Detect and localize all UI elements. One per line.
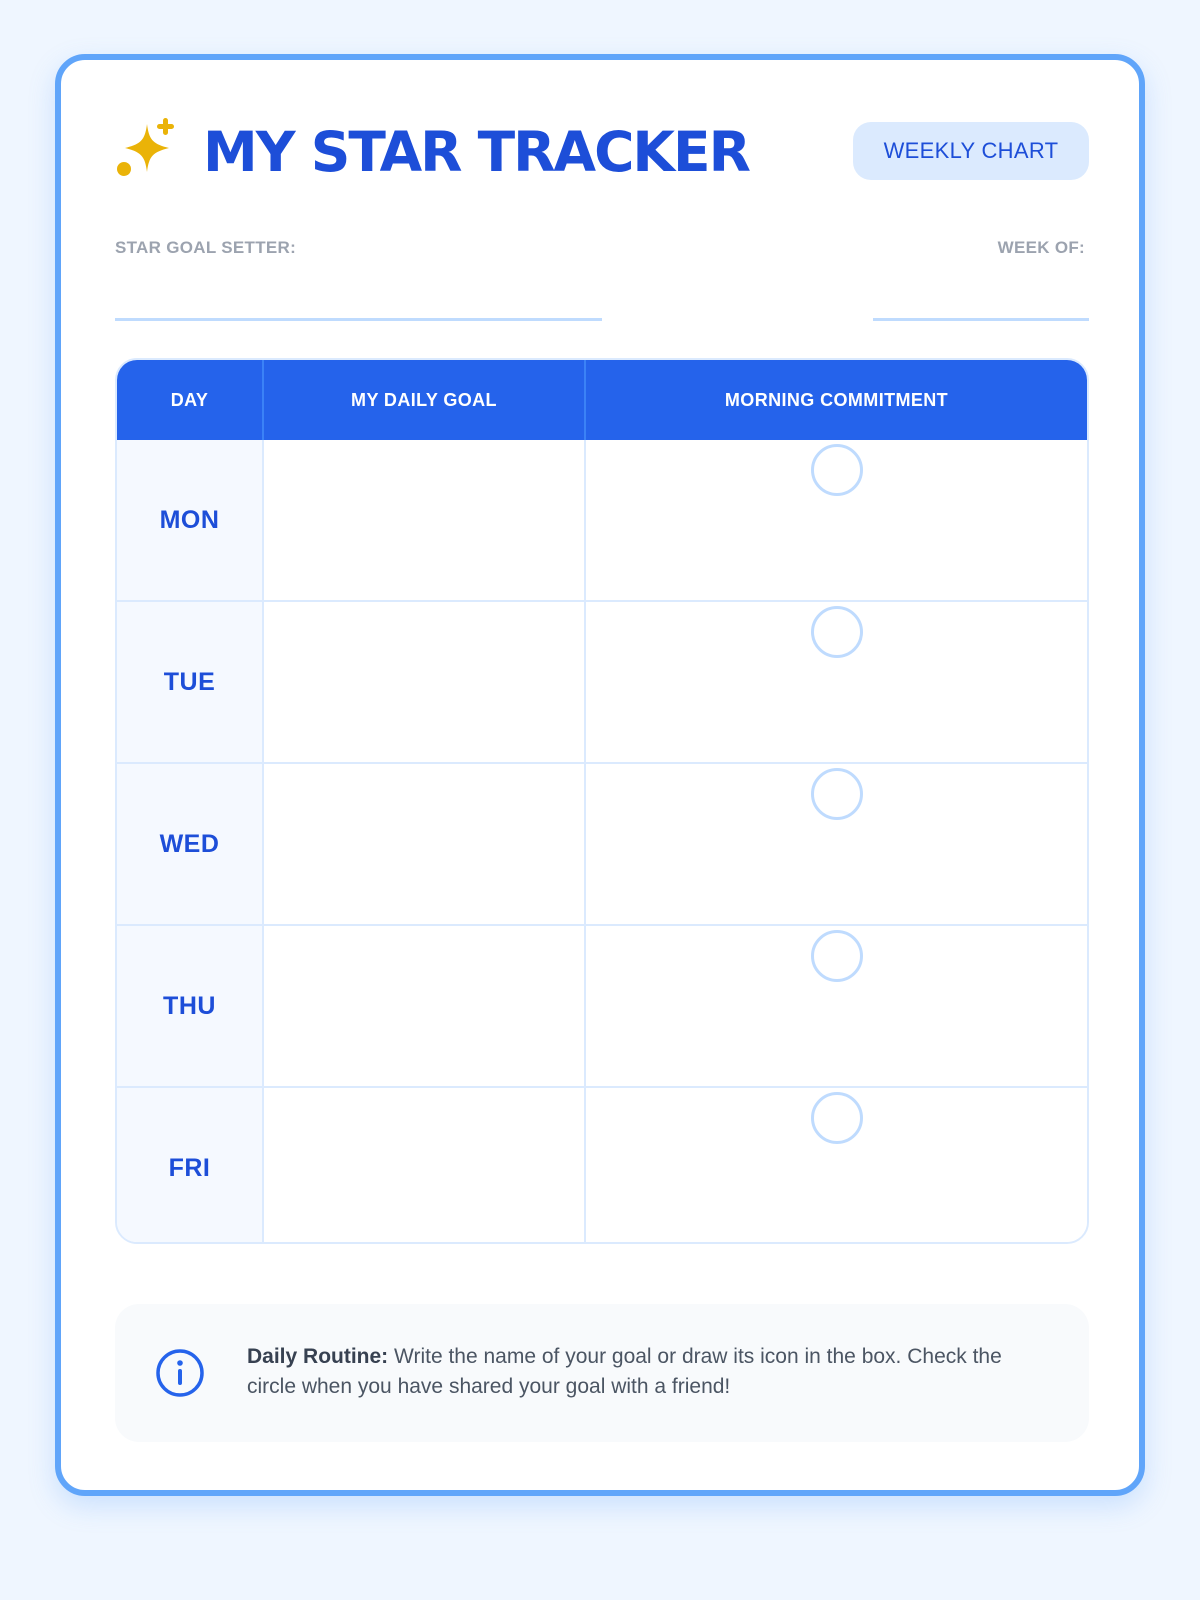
commitment-checkbox[interactable] [811, 930, 863, 982]
table-row [117, 440, 1087, 601]
commitment-cell [585, 763, 1087, 925]
info-note [115, 1304, 1089, 1442]
table-row [117, 925, 1087, 1087]
day-label: FRI [117, 1087, 263, 1244]
day-label: THU [117, 925, 263, 1087]
table-row [117, 601, 1087, 763]
column-header-day: DAY [117, 360, 263, 440]
page-title: MY STAR TRACKER [203, 120, 749, 184]
table-row [117, 763, 1087, 925]
star-tracker-card [55, 54, 1145, 1496]
goal-setter-label: STAR GOAL SETTER: [115, 238, 297, 257]
day-label: WED [117, 763, 263, 925]
info-body-text: Write the name of your goal or draw its icon in the box. Check the circle when you have shared your goal with a friend! [247, 1345, 1002, 1398]
column-header-morning-commitment: MORNING COMMITMENT [585, 360, 1087, 440]
table-row [117, 1087, 1087, 1244]
week-of-field[interactable] [873, 318, 1089, 321]
column-header-daily-goal: MY DAILY GOAL [263, 360, 585, 440]
tracker-table [115, 358, 1089, 1244]
daily-goal-cell[interactable] [263, 601, 585, 763]
daily-goal-cell[interactable] [263, 1087, 585, 1244]
daily-goal-cell[interactable] [263, 440, 585, 601]
info-bold-label: Daily Routine: [247, 1345, 389, 1368]
commitment-checkbox[interactable] [811, 768, 863, 820]
commitment-cell [585, 925, 1087, 1087]
daily-goal-cell[interactable] [263, 925, 585, 1087]
commitment-checkbox[interactable] [811, 606, 863, 658]
info-icon [155, 1348, 205, 1398]
commitment-cell [585, 440, 1087, 601]
commitment-cell [585, 601, 1087, 763]
commitment-cell [585, 1087, 1087, 1244]
day-label: TUE [117, 601, 263, 763]
commitment-checkbox[interactable] [811, 1092, 863, 1144]
daily-goal-cell[interactable] [263, 763, 585, 925]
week-of-label: WEEK OF: [997, 238, 1085, 257]
weekly-chart-badge: WEEKLY CHART [853, 122, 1089, 180]
info-text [247, 1342, 1047, 1402]
goal-setter-field[interactable] [115, 318, 602, 321]
sparkle-icon [115, 116, 181, 182]
commitment-checkbox[interactable] [811, 444, 863, 496]
day-label: MON [117, 440, 263, 601]
table-header-row [117, 360, 1087, 440]
